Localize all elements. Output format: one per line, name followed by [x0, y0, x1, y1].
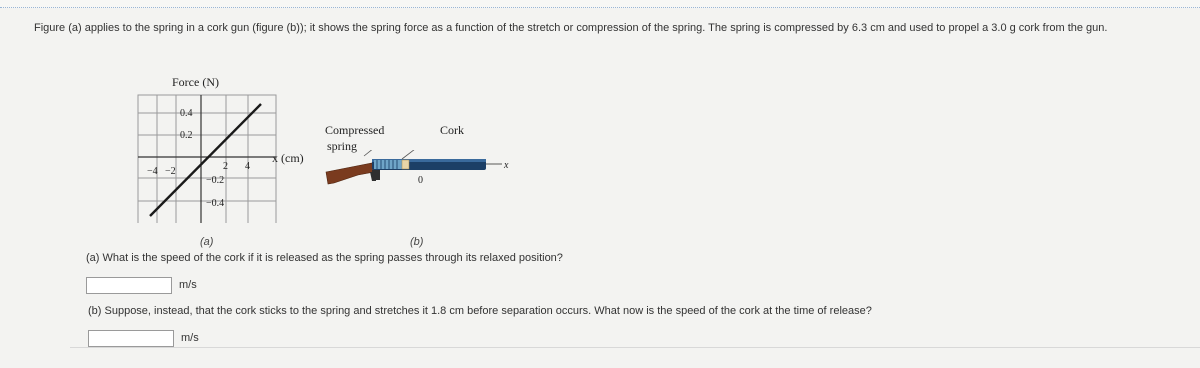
cork-gun-illustration [322, 150, 522, 195]
question-b-text: (b) Suppose, instead, that the cork sticks to the spring and stretches it 1.8 cm before separation occurs. What now is the speed of the cork at the time of release? [88, 305, 872, 317]
question-a-answer-input[interactable] [86, 277, 172, 294]
bottom-divider [70, 347, 1200, 348]
figure-b-caption: (b) [410, 236, 424, 248]
x-tick-label: 4 [245, 161, 250, 172]
x-tick-label: 2 [223, 161, 228, 172]
cork [402, 160, 409, 169]
cork-leader-line [402, 150, 436, 159]
x-tick-label: −4 [147, 166, 158, 177]
x-tick-label: −2 [165, 166, 176, 177]
y-tick-label: 0.2 [180, 130, 193, 141]
zero-label: 0 [418, 175, 423, 186]
x-direction-label: x [504, 160, 509, 171]
question-a-text: (a) What is the speed of the cork if it is released as the spring passes through its relaxed position? [86, 252, 563, 264]
figure-a-caption: (a) [200, 236, 214, 248]
top-divider [0, 0, 1200, 8]
x-axis-label: x (cm) [272, 151, 304, 165]
spring-label: spring [327, 139, 357, 153]
force-graph [130, 88, 280, 223]
gun-stock [326, 163, 374, 184]
cork-label: Cork [440, 123, 464, 137]
y-tick-label: 0.4 [180, 108, 193, 119]
question-b-unit: m/s [181, 332, 199, 344]
question-b-answer-input[interactable] [88, 330, 174, 347]
compressed-label: Compressed [325, 123, 385, 137]
problem-statement: Figure (a) applies to the spring in a cork gun (figure (b)); it shows the spring force as a function of the stretch or compression of the spring. The spring is compressed by 6.3 cm and used to propel a 3.0 g cork from the gun. [34, 22, 1108, 34]
force-axis-label: Force (N) [172, 75, 219, 89]
question-a-unit: m/s [179, 279, 197, 291]
y-tick-label: −0.4 [206, 198, 225, 209]
y-tick-label: −0.2 [206, 175, 225, 186]
spring-leader-line [364, 150, 374, 156]
